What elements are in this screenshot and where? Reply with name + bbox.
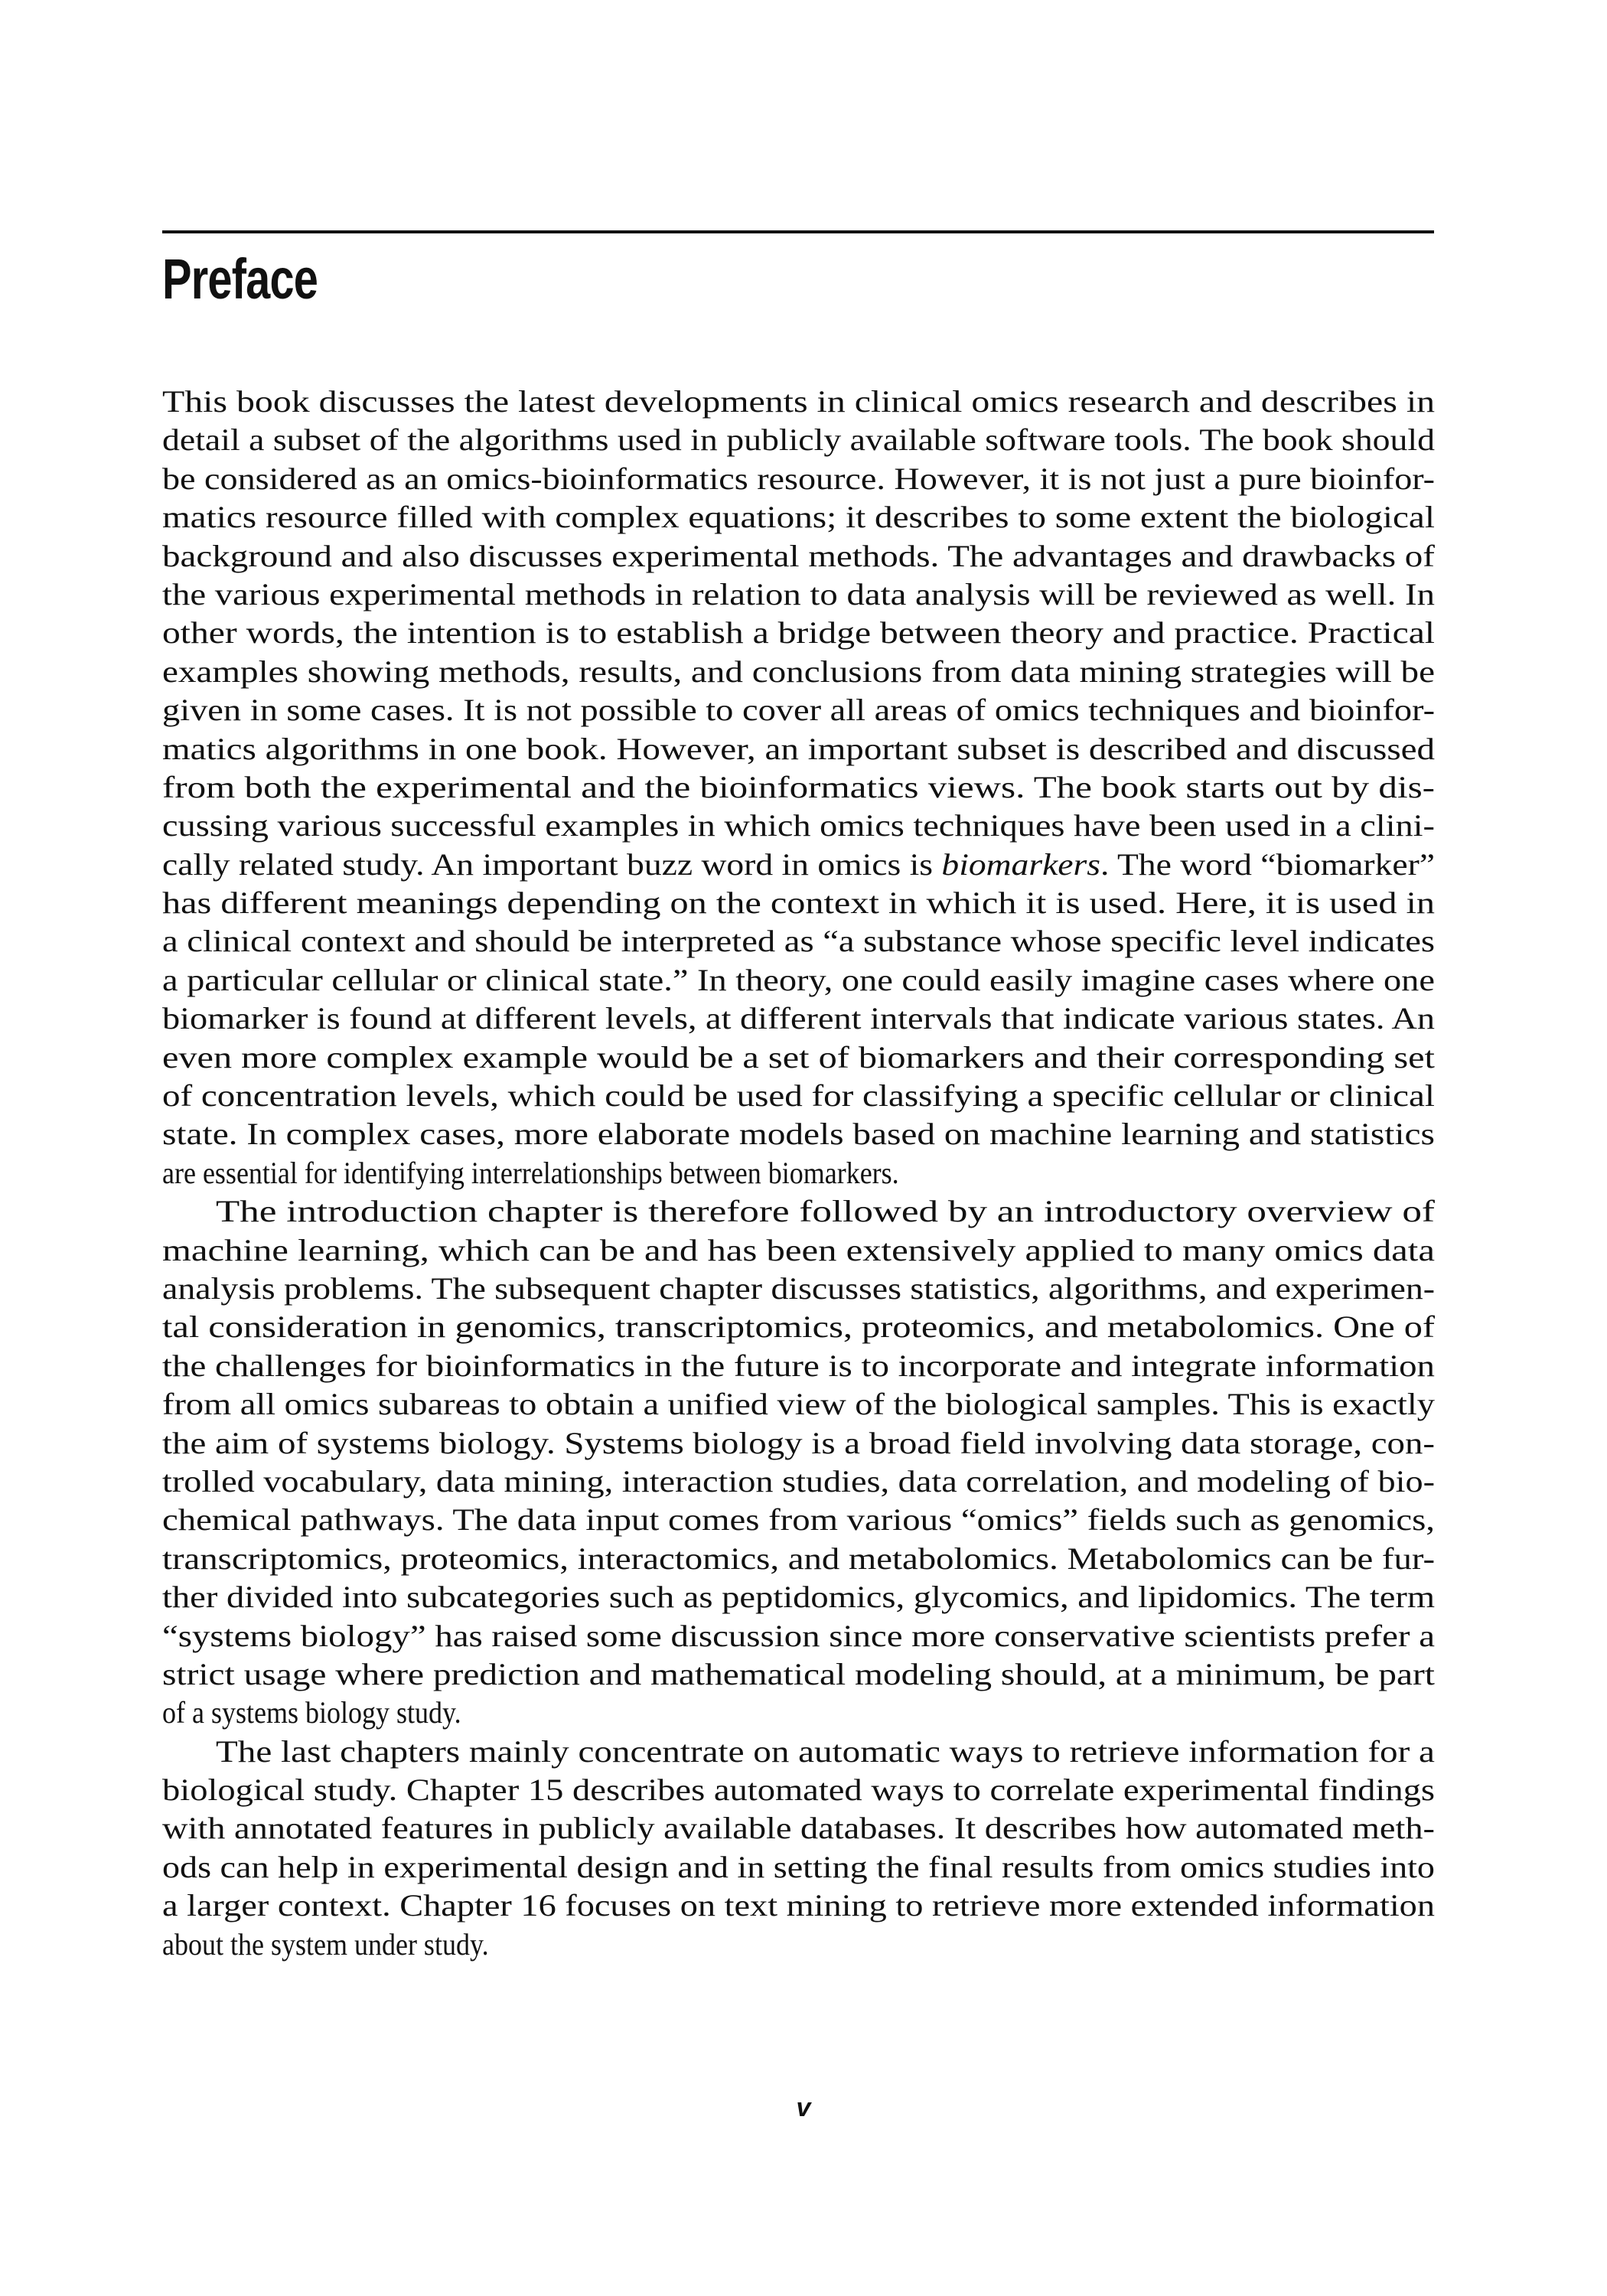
text-line: with annotated features in publicly available databases. It describes how automated meth- [162, 1811, 1435, 1846]
text-line: matics algorithms in one book. However, an important subset is described and discussed [162, 731, 1436, 766]
text-line: trolled vocabulary, data mining, interaction studies, data correlation, and modeling of bio- [162, 1463, 1436, 1499]
text-line: cally related study. An important buzz word in omics is biomarkers. The word “biomarker” [162, 846, 1436, 882]
text-line: This book discusses the latest developments in clinical omics research and describes in [162, 384, 1436, 419]
text-line: even more complex example would be a set of biomarkers and their corresponding set [162, 1039, 1435, 1075]
text-line: of a systems biology study. [162, 1695, 461, 1730]
text-line: of concentration levels, which could be used for classifying a specific cellular or clinical [162, 1078, 1435, 1114]
text-line: The last chapters mainly concentrate on automatic ways to retrieve information for a [216, 1733, 1435, 1769]
text-line: detail a subset of the algorithms used in publicly available software tools. The book should [162, 422, 1436, 458]
text-line: the various experimental methods in relation to data analysis will be reviewed as well. In [162, 576, 1435, 612]
page-title: Preface [162, 247, 318, 311]
text-line: be considered as an omics-bioinformatics resource. However, it is not just a pure bioinfor- [162, 461, 1436, 496]
text-line: background and also discusses experimental methods. The advantages and drawbacks of [162, 538, 1435, 573]
text-line: matics resource filled with complex equations; it describes to some extent the biological [162, 500, 1435, 535]
header-rule [162, 230, 1434, 233]
text-line: state. In complex cases, more elaborate models based on machine learning and statistics [162, 1117, 1435, 1152]
text-line: examples showing methods, results, and conclusions from data mining strategies will be [162, 654, 1436, 689]
text-line: about the system under study. [162, 1926, 489, 1962]
text-line: a particular cellular or clinical state.” In theory, one could easily imagine cases where one [162, 962, 1435, 997]
paragraph [162, 1192, 1435, 1732]
paragraph [162, 1733, 1435, 1964]
text-line: analysis problems. The subsequent chapter discusses statistics, algorithms, and experimen- [162, 1270, 1436, 1306]
text-line: other words, the intention is to establish a bridge between theory and practice. Practical [162, 615, 1436, 651]
text-line: a clinical context and should be interpreted as “a substance whose specific level indicates [162, 924, 1436, 959]
page-number: v [796, 2093, 811, 2122]
text-line: from both the experimental and the bioinformatics views. The book starts out by dis- [162, 769, 1435, 804]
text-line: chemical pathways. The data input comes from various “omics” fields such as genomics, [162, 1502, 1435, 1538]
text-line: the challenges for bioinformatics in the future is to incorporate and integrate information [162, 1348, 1435, 1383]
text-line: tal consideration in genomics, transcriptomics, proteomics, and metabolomics. One of [162, 1309, 1436, 1345]
text-line: ther divided into subcategories such as peptidomics, glycomics, and lipidomics. The term [162, 1580, 1436, 1615]
text-line: has different meanings depending on the context in which it is used. Here, it is used in [162, 885, 1436, 921]
preface-body [162, 383, 1435, 1964]
text-line: a larger context. Chapter 16 focuses on text mining to retrieve more extended information [162, 1888, 1436, 1923]
text-line: cussing various successful examples in which omics techniques have been used in a clini- [162, 808, 1435, 843]
text-line: biomarker is found at different levels, at different intervals that indicate various states. An [162, 1001, 1436, 1036]
text-line: given in some cases. It is not possible to cover all areas of omics techniques and bioinfor- [162, 693, 1436, 728]
text-line: from all omics subareas to obtain a unified view of the biological samples. This is exactly [162, 1387, 1435, 1422]
text-line: biological study. Chapter 15 describes automated ways to correlate experimental findings [162, 1773, 1436, 1808]
text-line: strict usage where prediction and mathematical modeling should, at a minimum, be part [162, 1656, 1435, 1691]
text-line: are essential for identifying interrelationships between biomarkers. [162, 1155, 899, 1190]
text-line: the aim of systems biology. Systems biology is a broad field involving data storage, con- [162, 1425, 1435, 1460]
text-line: machine learning, which can be and has been extensively applied to many omics data [162, 1232, 1435, 1267]
text-line: transcriptomics, proteomics, interactomics, and metabolomics. Metabolomics can be fur- [162, 1541, 1436, 1576]
text-line: “systems biology” has raised some discussion since more conservative scientists prefer a [162, 1618, 1435, 1653]
text-line: ods can help in experimental design and in setting the final results from omics studies into [162, 1849, 1435, 1884]
paragraph [162, 383, 1435, 1192]
text-line: The introduction chapter is therefore followed by an introductory overview of [216, 1194, 1435, 1229]
